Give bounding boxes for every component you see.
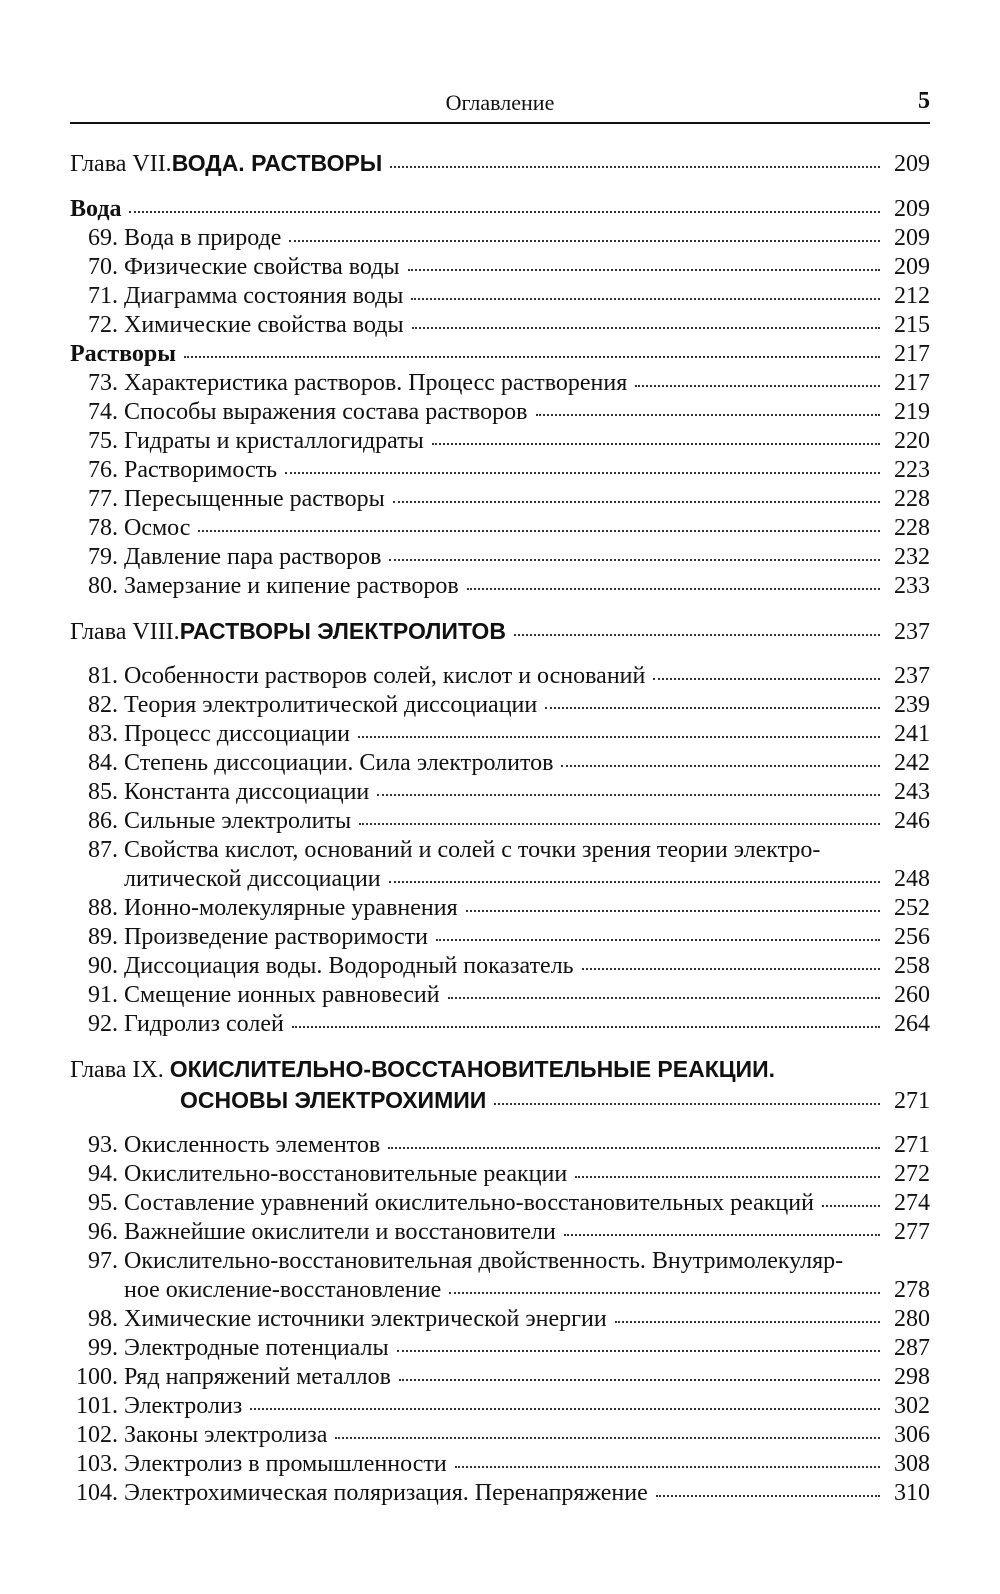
toc-entry xyxy=(70,778,930,807)
entry-label: Осмос xyxy=(124,515,191,541)
leader-dots xyxy=(359,823,880,825)
toc-entry xyxy=(70,311,930,340)
entry-label: Физические свойства воды xyxy=(124,254,400,280)
leader-dots xyxy=(250,1408,880,1410)
entry-label: Составление уравнений окислительно-восстановительных реакций xyxy=(124,1190,814,1216)
chapter-page: 209 xyxy=(894,151,930,177)
entry-label: Диссоциация воды. Водородный показатель xyxy=(124,953,574,979)
entry-label: Характеристика растворов. Процесс растворения xyxy=(124,370,628,396)
entry-page: 260 xyxy=(894,982,930,1008)
entry-number: 88. xyxy=(88,895,118,921)
entry-page: 215 xyxy=(894,312,930,338)
entry-page: 277 xyxy=(894,1219,930,1245)
entry-page: 220 xyxy=(894,428,930,454)
leader-dots xyxy=(184,356,880,358)
entry-page: 287 xyxy=(894,1335,930,1361)
toc-entry xyxy=(70,691,930,720)
toc-entry xyxy=(70,224,930,253)
entry-page: 228 xyxy=(894,515,930,541)
entry-label-cont: литической диссоциации xyxy=(124,866,381,892)
toc-entry xyxy=(70,1218,930,1247)
section-page: 209 xyxy=(894,196,930,222)
toc-entry xyxy=(70,456,930,485)
leader-dots xyxy=(582,968,880,970)
entry-page: 248 xyxy=(894,866,930,892)
chapter-title: РАСТВОРЫ ЭЛЕКТРОЛИТОВ xyxy=(179,618,506,644)
entry-page: 209 xyxy=(894,254,930,280)
chapter-7-heading xyxy=(70,148,930,179)
entry-label: Особенности растворов солей, кислот и оснований xyxy=(124,663,646,689)
toc-entry-97 xyxy=(70,1247,930,1276)
toc-entry xyxy=(70,1334,930,1363)
entry-page: 242 xyxy=(894,750,930,776)
leader-dots xyxy=(393,501,880,503)
entry-number: 69. xyxy=(88,225,118,251)
leader-dots xyxy=(561,765,880,767)
entry-page: 228 xyxy=(894,486,930,512)
entry-number: 79. xyxy=(88,544,118,570)
entry-page: 212 xyxy=(894,283,930,309)
leader-dots xyxy=(449,1292,880,1294)
entry-label: Смещение ионных равновесий xyxy=(124,982,440,1008)
entry-label: Вода в природе xyxy=(124,225,282,251)
leader-dots xyxy=(285,472,880,474)
entry-label: Процесс диссоциации xyxy=(124,721,350,747)
leader-dots xyxy=(388,1147,880,1149)
entry-number: 77. xyxy=(88,486,118,512)
entry-label: Ионно-молекулярные уравнения xyxy=(124,895,458,921)
leader-dots xyxy=(615,1321,880,1323)
entry-label: Гидролиз солей xyxy=(124,1011,284,1037)
leader-dots xyxy=(390,166,880,168)
leader-dots xyxy=(436,939,880,941)
entry-page: 237 xyxy=(894,663,930,689)
entry-page: 271 xyxy=(894,1132,930,1158)
entry-number: 72. xyxy=(88,312,118,338)
leader-dots xyxy=(289,240,880,242)
entry-number: 75. xyxy=(88,428,118,454)
header-title: Оглавление xyxy=(445,90,555,115)
entry-label: Степень диссоциации. Сила электролитов xyxy=(124,750,554,776)
entry-page: 241 xyxy=(894,721,930,747)
entry-label: Произведение растворимости xyxy=(124,924,428,950)
toc-entry xyxy=(70,572,930,601)
entry-number: 78. xyxy=(88,515,118,541)
entry-label: Электролиз в промышленности xyxy=(124,1451,447,1477)
toc-entry xyxy=(70,749,930,778)
entry-number: 95. xyxy=(88,1190,118,1216)
toc-entry xyxy=(70,1450,930,1479)
section-label: Растворы xyxy=(70,341,176,367)
toc-entry xyxy=(70,1189,930,1218)
entry-label: Пересыщенные растворы xyxy=(124,486,385,512)
entry-page: 219 xyxy=(894,399,930,425)
toc-entry xyxy=(70,369,930,398)
toc-entry xyxy=(70,1392,930,1421)
entry-page: 233 xyxy=(894,573,930,599)
entry-page: 298 xyxy=(894,1364,930,1390)
entry-number: 73. xyxy=(88,370,118,396)
leader-dots xyxy=(467,588,880,590)
toc-entry-87 xyxy=(70,836,930,865)
table-of-contents xyxy=(70,148,930,1508)
section-label: Вода xyxy=(70,196,122,222)
toc-entry xyxy=(70,894,930,923)
toc-entry xyxy=(70,485,930,514)
chapter-prefix: Глава IX. xyxy=(70,1057,170,1083)
chapter-prefix: Глава VIII. xyxy=(70,619,180,645)
entry-number: 76. xyxy=(88,457,118,483)
leader-dots xyxy=(656,1495,880,1497)
entry-label: Важнейшие окислители и восстановители xyxy=(124,1219,556,1245)
entry-page: 308 xyxy=(894,1451,930,1477)
toc-entry xyxy=(70,1160,930,1189)
entry-label: Давление пара растворов xyxy=(124,544,382,570)
toc-entry xyxy=(70,720,930,749)
entry-number: 99. xyxy=(88,1335,118,1361)
toc-entry-87-cont xyxy=(70,865,930,894)
leader-dots xyxy=(389,559,880,561)
entry-number: 96. xyxy=(88,1219,118,1245)
leader-dots xyxy=(397,1350,880,1352)
entry-number: 97. xyxy=(88,1248,118,1274)
toc-entry xyxy=(70,1131,930,1160)
leader-dots xyxy=(129,211,880,213)
entry-label: Электрохимическая поляризация. Перенапряжение xyxy=(124,1480,648,1506)
section-page: 217 xyxy=(894,341,930,367)
leader-dots xyxy=(358,736,880,738)
chapter-page: 237 xyxy=(894,619,930,645)
entry-label: Окислительно-восстановительная двойственность. Внутримолекуляр- xyxy=(124,1248,844,1274)
leader-dots xyxy=(411,298,880,300)
entry-page: 239 xyxy=(894,692,930,718)
chapter-title-line2: ОСНОВЫ ЭЛЕКТРОХИМИИ xyxy=(180,1087,487,1113)
leader-dots xyxy=(514,634,880,636)
entry-page: 252 xyxy=(894,895,930,921)
entry-number: 93. xyxy=(88,1132,118,1158)
section-rastvory xyxy=(70,340,930,369)
entry-label: Способы выражения состава растворов xyxy=(124,399,528,425)
toc-entry xyxy=(70,514,930,543)
entry-number: 98. xyxy=(88,1306,118,1332)
leader-dots xyxy=(408,269,880,271)
chapter-8-heading xyxy=(70,616,930,647)
toc-entry xyxy=(70,1479,930,1508)
entry-number: 84. xyxy=(88,750,118,776)
toc-entry xyxy=(70,981,930,1010)
entry-label: Химические источники электрической энергии xyxy=(124,1306,607,1332)
entry-page: 310 xyxy=(894,1480,930,1506)
leader-dots xyxy=(292,1026,880,1028)
leader-dots xyxy=(635,385,880,387)
toc-entry-97-cont xyxy=(70,1276,930,1305)
entry-number: 89. xyxy=(88,924,118,950)
entry-label: Сильные электролиты xyxy=(124,808,352,834)
entry-number: 103. xyxy=(76,1451,118,1477)
entry-page: 280 xyxy=(894,1306,930,1332)
entry-label: Растворимость xyxy=(124,457,278,483)
entry-label: Диаграмма состояния воды xyxy=(124,283,404,309)
toc-entry xyxy=(70,1305,930,1334)
entry-number: 104. xyxy=(76,1480,118,1506)
toc-entry xyxy=(70,923,930,952)
leader-dots xyxy=(335,1437,880,1439)
toc-entry xyxy=(70,543,930,572)
entry-label: Замерзание и кипение растворов xyxy=(124,573,459,599)
entry-number: 90. xyxy=(88,953,118,979)
toc-entry xyxy=(70,1010,930,1039)
leader-dots xyxy=(412,327,880,329)
entry-label: Гидраты и кристаллогидраты xyxy=(124,428,424,454)
entry-page: 232 xyxy=(894,544,930,570)
toc-entry xyxy=(70,662,930,691)
leader-dots xyxy=(399,1379,880,1381)
entry-page: 264 xyxy=(894,1011,930,1037)
leader-dots xyxy=(377,794,880,796)
entry-page: 243 xyxy=(894,779,930,805)
leader-dots xyxy=(545,707,880,709)
entry-number: 80. xyxy=(88,573,118,599)
chapter-title-line1: ОКИСЛИТЕЛЬНО-ВОССТАНОВИТЕЛЬНЫЕ РЕАКЦИИ. xyxy=(169,1056,776,1082)
entry-page: 258 xyxy=(894,953,930,979)
entry-label: Законы электролиза xyxy=(124,1422,328,1448)
chapter-page: 271 xyxy=(894,1088,930,1114)
leader-dots xyxy=(448,997,880,999)
entry-page: 256 xyxy=(894,924,930,950)
entry-number: 91. xyxy=(88,982,118,1008)
chapter-prefix: Глава VII. xyxy=(70,151,172,177)
toc-entry xyxy=(70,1363,930,1392)
leader-dots xyxy=(432,443,880,445)
entry-page: 306 xyxy=(894,1422,930,1448)
entry-number: 74. xyxy=(88,399,118,425)
leader-dots xyxy=(198,530,880,532)
entry-label: Окислительно-восстановительные реакции xyxy=(124,1161,568,1187)
entry-page: 246 xyxy=(894,808,930,834)
entry-label: Константа диссоциации xyxy=(124,779,370,805)
leader-dots xyxy=(494,1103,880,1105)
section-voda xyxy=(70,195,930,224)
entry-number: 81. xyxy=(88,663,118,689)
entry-number: 87. xyxy=(88,837,118,863)
entry-label: Теория электролитической диссоциации xyxy=(124,692,538,718)
entry-page: 209 xyxy=(894,225,930,251)
toc-entry xyxy=(70,807,930,836)
entry-page: 217 xyxy=(894,370,930,396)
leader-dots xyxy=(575,1176,880,1178)
entry-label: Ряд напряжений металлов xyxy=(124,1364,391,1390)
toc-entry xyxy=(70,427,930,456)
entry-label: Химические свойства воды xyxy=(124,312,404,338)
running-header xyxy=(70,86,930,124)
entry-label: Свойства кислот, оснований и солей с точки зрения теории электро- xyxy=(124,837,821,863)
leader-dots xyxy=(455,1466,880,1468)
chapter-9-heading xyxy=(70,1054,930,1116)
toc-entry xyxy=(70,282,930,311)
entry-number: 101. xyxy=(76,1393,118,1419)
entry-number: 71. xyxy=(88,283,118,309)
leader-dots xyxy=(564,1234,880,1236)
entry-label: Окисленность элементов xyxy=(124,1132,381,1158)
toc-entry xyxy=(70,398,930,427)
entry-label: Электролиз xyxy=(124,1393,243,1419)
leader-dots xyxy=(536,414,881,416)
entry-page: 272 xyxy=(894,1161,930,1187)
leader-dots xyxy=(822,1205,880,1207)
entry-page: 278 xyxy=(894,1277,930,1303)
entry-label-cont: ное окисление-восстановление xyxy=(124,1277,442,1303)
entry-page: 302 xyxy=(894,1393,930,1419)
entry-number: 86. xyxy=(88,808,118,834)
toc-entry xyxy=(70,952,930,981)
entry-number: 82. xyxy=(88,692,118,718)
entry-number: 100. xyxy=(76,1364,118,1390)
entry-page: 274 xyxy=(894,1190,930,1216)
entry-number: 70. xyxy=(88,254,118,280)
entry-label: Электродные потенциалы xyxy=(124,1335,389,1361)
leader-dots xyxy=(389,881,880,883)
entry-number: 83. xyxy=(88,721,118,747)
leader-dots xyxy=(653,678,880,680)
toc-entry xyxy=(70,1421,930,1450)
chapter-title: ВОДА. РАСТВОРЫ xyxy=(171,150,383,176)
leader-dots xyxy=(466,910,880,912)
entry-number: 92. xyxy=(88,1011,118,1037)
header-page-number: 5 xyxy=(918,88,930,114)
entry-number: 94. xyxy=(88,1161,118,1187)
entry-number: 102. xyxy=(76,1422,118,1448)
toc-entry xyxy=(70,253,930,282)
entry-number: 85. xyxy=(88,779,118,805)
entry-page: 223 xyxy=(894,457,930,483)
